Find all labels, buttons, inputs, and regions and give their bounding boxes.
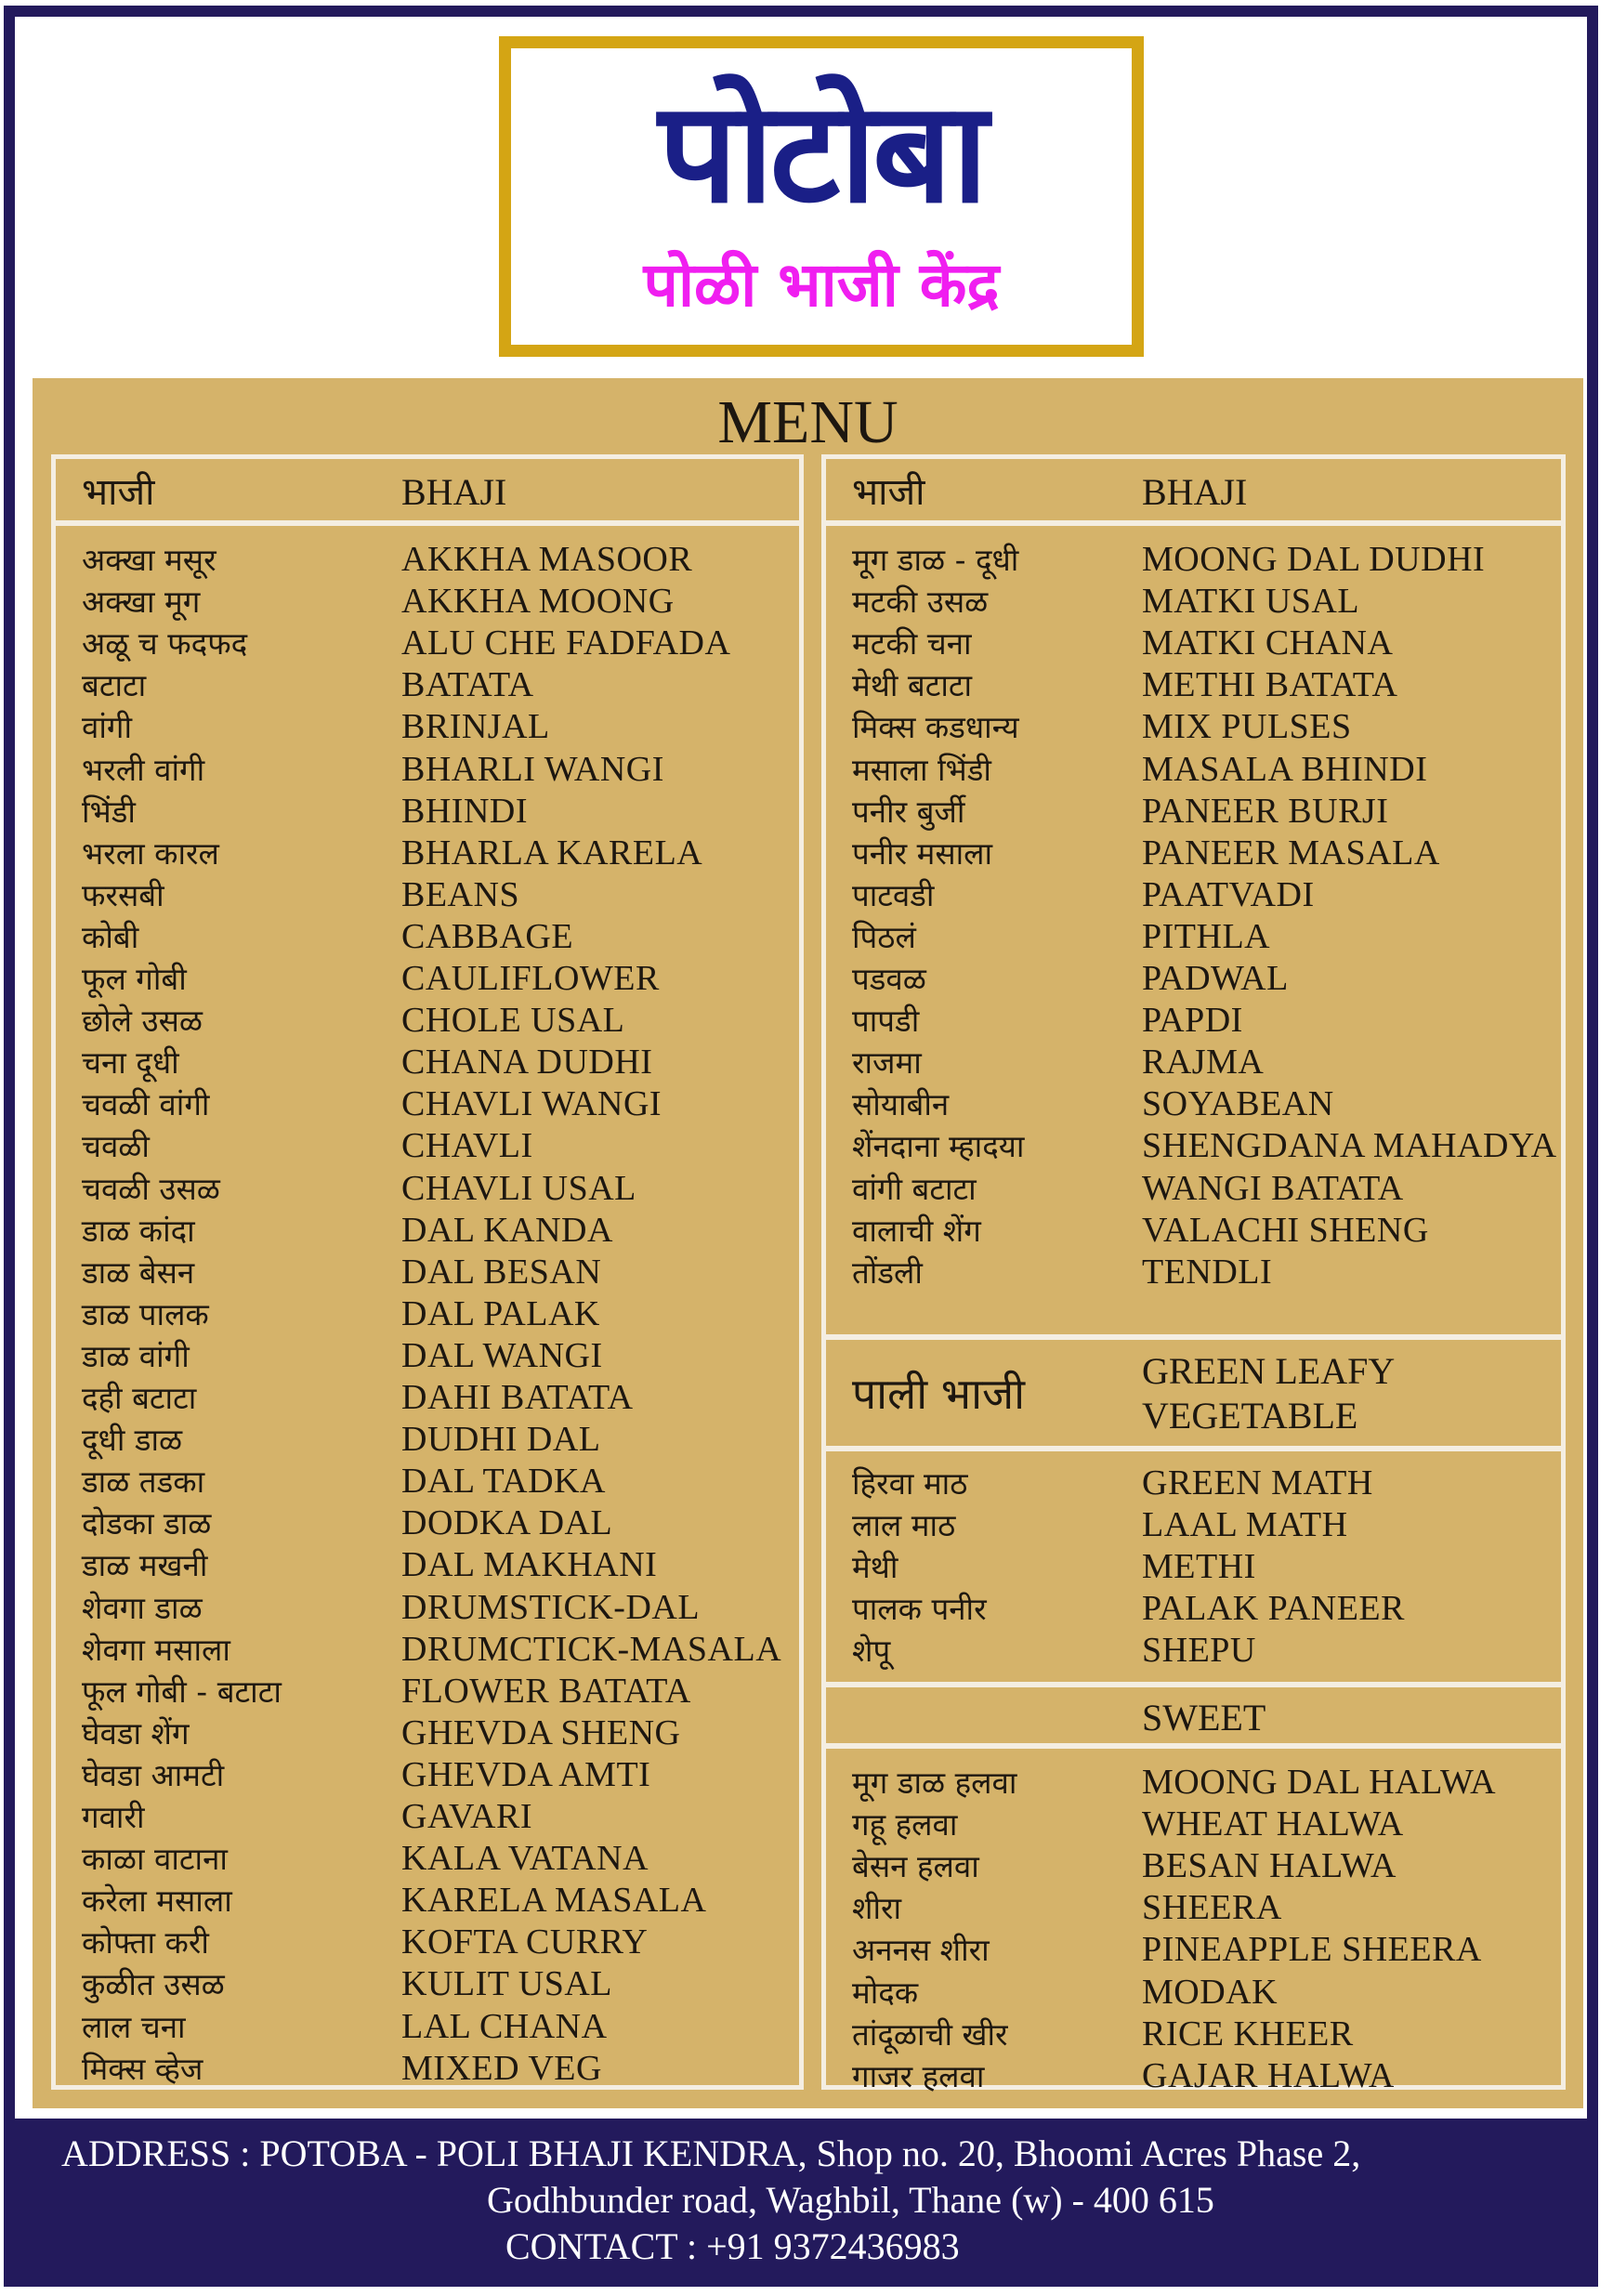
menu-item-row: [826, 1546, 1561, 1588]
menu-item-row: [826, 539, 1561, 581]
menu-item-row: [826, 1588, 1561, 1630]
menu-item-row: [826, 706, 1561, 748]
item-marathi: तोंडली: [852, 1253, 923, 1291]
menu-table-left: [51, 454, 804, 2090]
menu-item-row: [56, 1168, 799, 1210]
item-marathi: मेथी: [852, 1549, 898, 1586]
menu-item-row: [826, 1929, 1561, 1971]
item-marathi: शीरा: [852, 1890, 902, 1927]
menu-item-row: [56, 874, 799, 916]
item-marathi: कुळीत उसळ: [82, 1966, 225, 2003]
section-header-sweet: [826, 1687, 1561, 1749]
menu-item-row: [56, 706, 799, 748]
item-english: BRINJAL: [401, 707, 550, 747]
menu-item-row: [826, 1504, 1561, 1546]
item-marathi: गहू हलवा: [852, 1806, 958, 1843]
item-marathi: मोदक: [852, 1974, 919, 2011]
item-marathi: घेवडा शेंग: [82, 1714, 190, 1752]
menu-item-row: [826, 1125, 1561, 1167]
item-marathi: मिक्स व्हेज: [82, 2050, 203, 2087]
menu-item-row: [56, 2048, 799, 2090]
item-english: PAATVADI: [1142, 874, 1315, 914]
menu-item-row: [56, 1461, 799, 1502]
menu-item-row: [826, 1972, 1561, 2014]
brand-subtitle: पोळी भाजी केंद्र: [643, 249, 1000, 321]
item-english: CHANA DUDHI: [401, 1043, 653, 1082]
item-english: MATKI USAL: [1142, 582, 1360, 622]
header-marathi: भाजी: [82, 471, 155, 514]
item-marathi: पापडी: [852, 1003, 920, 1040]
menu-item-row: [56, 791, 799, 833]
item-marathi: घेवडा आमटी: [82, 1756, 225, 1793]
item-marathi: मूग डाळ हलवा: [852, 1765, 1017, 1801]
contact-line: CONTACT : +91 9372436983: [505, 2225, 960, 2267]
item-english: MODAK: [1142, 1972, 1279, 2012]
item-marathi: मटकी उसळ: [852, 584, 989, 621]
item-english: GREEN MATH: [1142, 1463, 1373, 1502]
bhaji-list-left: [56, 526, 799, 2088]
item-english: FLOWER BATATA: [401, 1671, 691, 1711]
item-english: GAJAR HALWA: [1142, 2055, 1395, 2095]
item-marathi: डाळ तडका: [82, 1463, 205, 1501]
menu-item-row: [56, 1544, 799, 1586]
menu-item-row: [56, 749, 799, 791]
item-marathi: पाटवडी: [852, 876, 935, 913]
item-marathi: कोबी: [82, 918, 139, 955]
item-english: SOYABEAN: [1142, 1084, 1334, 1124]
menu-item-row: [56, 1335, 799, 1377]
item-marathi: मेथी बटाटा: [852, 667, 973, 704]
item-marathi: डाळ पालक: [82, 1295, 209, 1332]
item-marathi: फूल गोबी - बटाटा: [82, 1673, 282, 1710]
header-english: BHAJI: [401, 471, 507, 513]
item-english: WHEAT HALWA: [1142, 1804, 1404, 1844]
section-header-bhaji-right: [826, 459, 1561, 526]
item-english: CHAVLI USAL: [401, 1168, 636, 1208]
item-english: MOONG DAL DUDHI: [1142, 540, 1486, 579]
sweet-header: SWEET: [1142, 1697, 1266, 1738]
menu-item-row: [56, 623, 799, 664]
item-marathi: राजमा: [852, 1044, 922, 1082]
address-line-1: ADDRESS : POTOBA - POLI BHAJI KENDRA, Shop no. 20, Bhoomi Acres Phase 2,: [61, 2132, 1361, 2174]
menu-item-row: [826, 2055, 1561, 2097]
menu-item-row: [56, 1293, 799, 1335]
item-marathi: चवळी: [82, 1128, 150, 1165]
menu-title: MENU: [717, 388, 898, 456]
item-marathi: चना दूधी: [82, 1044, 179, 1082]
item-english: DRUMCTICK-MASALA: [401, 1629, 782, 1669]
item-marathi: डाळ बेसन: [82, 1253, 195, 1291]
item-english: CAULIFLOWER: [401, 959, 660, 998]
item-english: PINEAPPLE SHEERA: [1142, 1930, 1482, 1970]
item-english: KALA VATANA: [401, 1839, 649, 1879]
item-english: DRUMSTICK-DAL: [401, 1587, 701, 1627]
item-marathi: पालक पनीर: [852, 1591, 987, 1628]
item-english: DAHI BATATA: [401, 1378, 634, 1417]
sweet-list: [826, 1749, 1561, 2120]
item-marathi: डाळ वांगी: [82, 1337, 190, 1374]
item-marathi: पनीर मसाला: [852, 834, 993, 872]
item-english: TENDLI: [1142, 1252, 1273, 1292]
menu-item-row: [826, 791, 1561, 833]
menu-item-row: [56, 1587, 799, 1629]
item-english: ALU CHE FADFADA: [401, 623, 731, 663]
item-marathi: छोले उसळ: [82, 1003, 203, 1040]
item-marathi: भरला कारल: [82, 834, 219, 872]
menu-item-row: [826, 833, 1561, 874]
item-marathi: पिठलं: [852, 918, 916, 955]
menu-item-row: [56, 2006, 799, 2048]
header-english: BHAJI: [1142, 471, 1248, 513]
item-english: SHEERA: [1142, 1888, 1282, 1928]
menu-item-row: [56, 1252, 799, 1293]
menu-item-row: [826, 874, 1561, 916]
item-english: SHEPU: [1142, 1631, 1256, 1671]
menu-item-row: [826, 1210, 1561, 1252]
item-marathi: लाल माठ: [852, 1507, 956, 1544]
item-english: KOFTA CURRY: [401, 1922, 649, 1962]
address-line-2: Godhbunder road, Waghbil, Thane (w) - 400 615: [487, 2179, 1214, 2221]
item-english: PAPDI: [1142, 1001, 1243, 1041]
item-marathi: दूधी डाळ: [82, 1422, 183, 1459]
menu-item-row: [56, 958, 799, 1000]
item-marathi: सोयाबीन: [852, 1086, 950, 1123]
item-marathi: पनीर बुर्जी: [852, 793, 965, 830]
item-english: PANEER BURJI: [1142, 791, 1389, 831]
menu-item-row: [826, 1630, 1561, 1672]
menu-item-row: [56, 1963, 799, 2005]
menu-item-row: [826, 1463, 1561, 1504]
item-english: DAL KANDA: [401, 1210, 613, 1250]
item-marathi: शेवगा डाळ: [82, 1589, 203, 1626]
item-english: GAVARI: [401, 1797, 532, 1836]
item-marathi: मसाला भिंडी: [852, 751, 991, 788]
item-english: CHOLE USAL: [401, 1001, 625, 1041]
item-english: BHINDI: [401, 791, 528, 831]
item-marathi: मटकी चना: [852, 625, 972, 663]
menu-item-row: [56, 664, 799, 706]
item-english: PITHLA: [1142, 916, 1271, 956]
section-header-leafy: [826, 1340, 1561, 1451]
item-english: DAL MAKHANI: [401, 1545, 658, 1585]
item-english: METHI BATATA: [1142, 665, 1398, 705]
menu-item-row: [56, 539, 799, 581]
leafy-list: [826, 1451, 1561, 1687]
menu-item-row: [826, 1804, 1561, 1845]
menu-item-row: [826, 1042, 1561, 1083]
menu-item-row: [826, 958, 1561, 1000]
item-marathi: दोडका डाळ: [82, 1505, 212, 1542]
item-english: RAJMA: [1142, 1043, 1265, 1082]
item-marathi: भरली वांगी: [82, 751, 205, 788]
leafy-header-marathi: पाली भाजी: [852, 1369, 1026, 1419]
item-marathi: दही बटाटा: [82, 1380, 197, 1416]
menu-item-row: [56, 1419, 799, 1461]
item-english: SHENGDANA MAHADYA: [1142, 1126, 1557, 1166]
item-marathi: काळा वाटाना: [82, 1841, 228, 1878]
menu-item-row: [56, 1125, 799, 1167]
item-english: KARELA MASALA: [401, 1881, 707, 1921]
item-english: GHEVDA AMTI: [401, 1754, 651, 1794]
item-english: MOONG DAL HALWA: [1142, 1763, 1497, 1802]
item-english: CHAVLI WANGI: [401, 1084, 662, 1124]
item-english: KULIT USAL: [401, 1964, 613, 2004]
item-marathi: शेवगा मसाला: [82, 1631, 230, 1668]
item-marathi: पडवळ: [852, 961, 926, 997]
item-english: BATATA: [401, 665, 534, 705]
item-marathi: मूग डाळ - दूधी: [852, 542, 1019, 578]
item-english: GHEVDA SHENG: [401, 1712, 681, 1752]
item-marathi: हिरवा माठ: [852, 1465, 968, 1502]
item-marathi: वांगी बटाटा: [852, 1170, 977, 1207]
item-english: METHI: [1142, 1547, 1256, 1587]
menu-item-row: [56, 1754, 799, 1796]
menu-item-row: [826, 664, 1561, 706]
menu-item-row: [56, 1210, 799, 1252]
item-english: BHARLI WANGI: [401, 749, 664, 789]
item-english: LAL CHANA: [401, 2006, 608, 2046]
item-english: PALAK PANEER: [1142, 1589, 1405, 1629]
item-marathi: बेसन हलवा: [852, 1848, 979, 1885]
menu-item-row: [56, 1083, 799, 1125]
menu-item-row: [56, 1796, 799, 1838]
section-header-bhaji-left: [56, 459, 799, 526]
menu-item-row: [826, 749, 1561, 791]
item-english: DAL TADKA: [401, 1462, 606, 1502]
item-marathi: चवळी वांगी: [82, 1086, 210, 1123]
menu-item-row: [826, 1845, 1561, 1887]
item-marathi: लाल चना: [82, 2008, 186, 2045]
item-marathi: अक्खा मूग: [82, 584, 201, 621]
logo-box: [499, 36, 1144, 357]
menu-item-row: [826, 581, 1561, 623]
menu-table-right: [821, 454, 1566, 2095]
item-english: CHAVLI: [401, 1126, 533, 1166]
item-marathi: वांगी: [82, 709, 133, 746]
item-english: VALACHI SHENG: [1142, 1210, 1429, 1250]
item-english: BESAN HALWA: [1142, 1846, 1397, 1886]
item-english: PANEER MASALA: [1142, 833, 1440, 872]
item-marathi: फरसबी: [82, 876, 164, 913]
item-english: LAAL MATH: [1142, 1505, 1348, 1545]
bhaji-list-right: [826, 526, 1561, 1340]
menu-item-row: [56, 1000, 799, 1042]
item-marathi: वालाची शेंग: [852, 1212, 981, 1249]
item-english: BHARLA KARELA: [401, 833, 703, 872]
item-english: MIXED VEG: [401, 2048, 602, 2088]
item-marathi: डाळ मखनी: [82, 1547, 208, 1584]
item-marathi: चवळी उसळ: [82, 1170, 220, 1207]
item-english: AKKHA MASOOR: [401, 540, 693, 579]
menu-item-row: [826, 1168, 1561, 1210]
menu-item-row: [56, 833, 799, 874]
menu-panel: [33, 378, 1583, 2108]
item-english: MATKI CHANA: [1142, 623, 1394, 663]
menu-item-row: [56, 1042, 799, 1083]
menu-item-row: [56, 1629, 799, 1671]
item-marathi: गवारी: [82, 1799, 145, 1835]
menu-item-row: [826, 1083, 1561, 1125]
menu-item-row: [826, 1762, 1561, 1804]
item-marathi: फूल गोबी: [82, 961, 187, 997]
item-english: MASALA BHINDI: [1142, 749, 1428, 789]
item-marathi: अक्खा मसूर: [82, 542, 216, 578]
item-marathi: तांदूळाची खीर: [852, 2015, 1008, 2053]
menu-item-row: [826, 916, 1561, 958]
item-marathi: शेपू: [852, 1633, 891, 1670]
brand-title: पोटोबा: [658, 72, 985, 234]
menu-item-row: [56, 916, 799, 958]
item-english: BEANS: [401, 874, 520, 914]
item-marathi: कोफ्ता करी: [82, 1924, 209, 1961]
menu-item-row: [826, 1887, 1561, 1929]
item-english: WANGI BATATA: [1142, 1168, 1404, 1208]
menu-item-row: [56, 1712, 799, 1754]
item-marathi: अननस शीरा: [852, 1932, 990, 1969]
item-english: DAL BESAN: [401, 1252, 602, 1292]
item-marathi: शेंनदाना म्हादया: [852, 1128, 1025, 1165]
menu-item-row: [56, 1502, 799, 1544]
item-english: DODKA DAL: [401, 1503, 613, 1543]
menu-item-row: [56, 1838, 799, 1880]
item-english: CABBAGE: [401, 916, 574, 956]
menu-item-row: [56, 1377, 799, 1419]
menu-item-row: [826, 1252, 1561, 1293]
menu-item-row: [56, 581, 799, 623]
menu-item-row: [56, 1922, 799, 1963]
menu-item-row: [56, 1671, 799, 1712]
header-marathi: भाजी: [852, 471, 925, 514]
item-marathi: अळू च फदफद: [82, 625, 248, 663]
item-marathi: भिंडी: [82, 793, 136, 830]
item-english: DUDHI DAL: [401, 1420, 601, 1460]
footer: [4, 2119, 1598, 2287]
item-marathi: मिक्स कडधान्य: [852, 709, 1019, 746]
menu-item-row: [826, 2014, 1561, 2055]
item-english: RICE KHEER: [1142, 2014, 1354, 2053]
item-english: DAL WANGI: [401, 1335, 603, 1375]
item-marathi: डाळ कांदा: [82, 1212, 195, 1249]
menu-item-row: [826, 1000, 1561, 1042]
menu-item-row: [56, 1880, 799, 1922]
item-english: MIX PULSES: [1142, 707, 1352, 747]
item-marathi: बटाटा: [82, 667, 147, 704]
item-english: PADWAL: [1142, 959, 1289, 998]
item-english: DAL PALAK: [401, 1293, 600, 1333]
item-marathi: करेला मसाला: [82, 1883, 232, 1920]
item-english: AKKHA MOONG: [401, 582, 675, 622]
leafy-header-english-1: GREEN LEAFY: [1142, 1350, 1396, 1392]
item-marathi: गाजर हलवा: [852, 2057, 985, 2094]
menu-item-row: [826, 623, 1561, 664]
leafy-header-english-2: VEGETABLE: [1142, 1395, 1358, 1437]
